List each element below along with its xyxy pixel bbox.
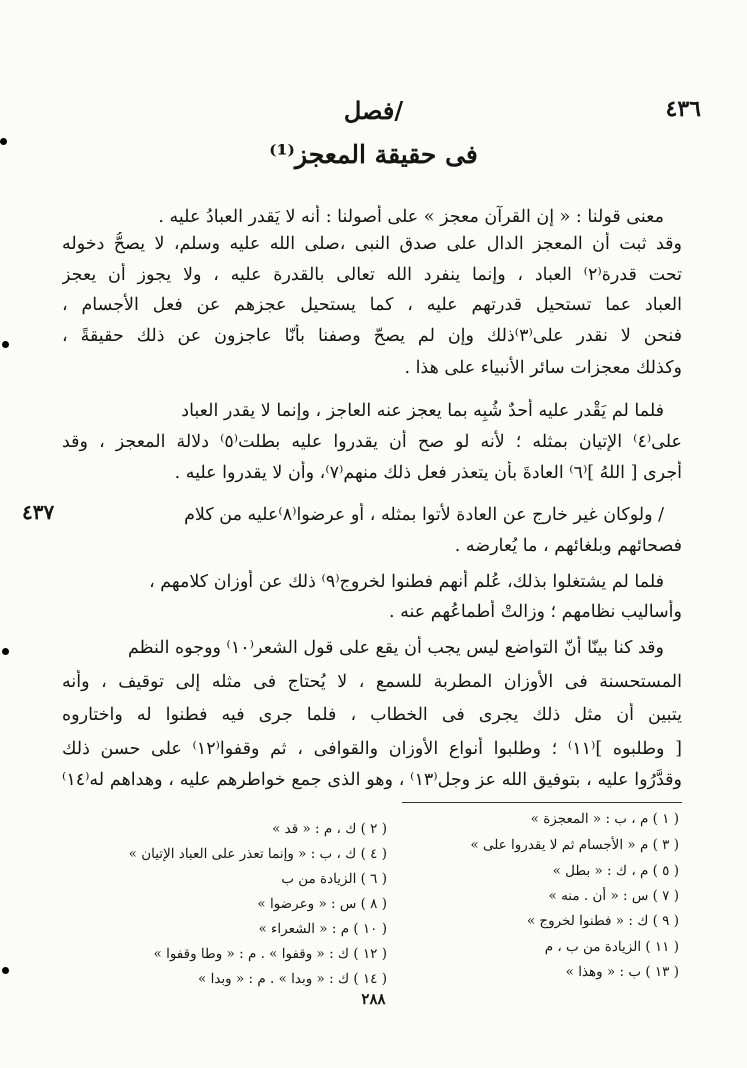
footnote: ( ٤ ) ك ، ب : « وإنما تعذر على العباد الإتيان » xyxy=(128,846,387,862)
body-line: العباد عما تستحيل قدرتهم عليه ، كما يستحيل عجزهم عن فعل الأجسام ، xyxy=(62,295,682,315)
scan-mark-dot xyxy=(2,341,9,348)
footnote: ( ١٢ ) ك : « وقفوا » . م : « وطا وقفوا » xyxy=(153,946,387,962)
body-line: فلما لم يشتغلوا بذلك، عُلم أنهم فطنوا لخروج⁽٩⁾ ذلك عن أوزان كلامهم ، xyxy=(149,572,664,592)
body-line: / ولوكان غير خارج عن العادة لأتوا بمثله ، أو عرضوا⁽٨⁾عليه من كلام xyxy=(184,505,664,525)
body-line: فلما لم يَقْدر عليه أحدٌ شُبِه بما يعجز عنه العاجز ، وإنما لا يقدر العباد xyxy=(181,401,664,421)
page-number: ٤٣٦ xyxy=(665,96,701,122)
footnote: ( ١٣ ) ب : « وهذا » xyxy=(565,964,679,980)
chapter-title: فى حقيقة المعجز⁽¹⁾ xyxy=(269,140,478,169)
scan-mark-dot xyxy=(2,648,9,655)
body-line: على⁽٤⁾ الإتيان بمثله ؛ لأنه لو صح أن يقدروا عليه بطلت⁽٥⁾ دلالة المعجز ، وقد xyxy=(62,432,682,452)
footnote: ( ١١ ) الزيادة من ب ، م xyxy=(544,939,679,955)
body-line: وقد كنا بينّا أنّ التواضع ليس يجب أن يقع على قول الشعر⁽١٠⁾ ووجوه النظم xyxy=(128,638,664,658)
footnote: ( ٨ ) س : « وعرضوا » xyxy=(257,896,387,912)
body-line: [ وطلبوه ]⁽١١⁾ ؛ وطلبوا أنواع الأوزان والقوافى ، ثم وقفوا⁽١٢⁾ على حسن ذلك xyxy=(62,739,682,759)
footnote: ( ٩ ) ك : « فطنوا لخروج » xyxy=(526,913,679,929)
body-line: أجرى [ اللهُ ]⁽٦⁾ العادةَ بأن يتعذر فعل ذلك منهم⁽٧⁾، وأن لا يقدروا عليه . xyxy=(174,463,682,483)
footnote-rule xyxy=(402,802,682,803)
footnote: ( ٧ ) س : « أن . منه » xyxy=(548,888,679,904)
body-line: وقدَّرُوا عليه ، بتوفيق الله عز وجل⁽١٣⁾ ، وهو الذى جمع خواطرهم عليه ، وهداهم له⁽١٤⁾ xyxy=(62,770,682,790)
scan-mark-dot xyxy=(2,967,9,974)
body-line: تحت قدرة⁽٢⁾ العباد ، وإنما ينفرد الله تعالى بالقدرة عليه ، ولا يجوز أن يعجز xyxy=(62,265,682,285)
footnote: ( ٣ ) م « الأجسام ثم لا يقدروا على » xyxy=(470,837,679,853)
footnote: ( ١ ) م ، ب : « المعجزة » xyxy=(530,811,679,827)
body-line: يتبين أن مثل ذلك يجرى فى الخطاب ، فلما جرى فيه فطنوا له واختاروه xyxy=(62,705,682,725)
margin-page-number: ٤٣٧ xyxy=(22,500,55,524)
footnote: ( ١٠ ) م : « الشعراء » xyxy=(258,921,387,937)
body-line: وأساليب نظامهم ؛ وزالتْ أطماعُهم عنه . xyxy=(388,602,682,622)
footnote: ( ٢ ) ك ، م : « قد » xyxy=(272,821,387,837)
body-line: معنى قولنا : « إن القرآن معجز » على أصولنا : أنه لا يَقدر العبادُ عليه . xyxy=(158,207,664,227)
footnote: ( ٦ ) الزيادة من ب xyxy=(281,871,387,887)
body-line: فصحائهم وبلغائهم ، ما يُعارضه . xyxy=(454,536,682,556)
body-line: وكذلك معجزات سائر الأنبياء على هذا . xyxy=(404,358,682,378)
footnote: ( ٥ ) م ، ك : « بطل » xyxy=(552,863,679,879)
scan-mark-dot xyxy=(0,138,7,145)
body-line: المستحسنة فى الأوزان المطربة للسمع ، لا يُحتاج فى مثله إلى توقيف ، وأنه xyxy=(62,672,682,692)
section-title: /فصل xyxy=(343,96,404,125)
body-line: وقد ثبت أن المعجز الدال على صدق النبى ،صلى الله عليه وسلم، لا يصحُّ دخوله xyxy=(62,234,682,254)
bottom-page-number: ٢٨٨ xyxy=(361,990,386,1008)
footnote: ( ١٤ ) ك : « وبدا » . م : « وبدا » xyxy=(198,971,387,987)
body-line: فنحن لا نقدر على⁽٣⁾ذلك وإن لم يصحّ وصفنا بأنّا عاجزون عن ذلك حقيقةً ، xyxy=(62,326,682,346)
